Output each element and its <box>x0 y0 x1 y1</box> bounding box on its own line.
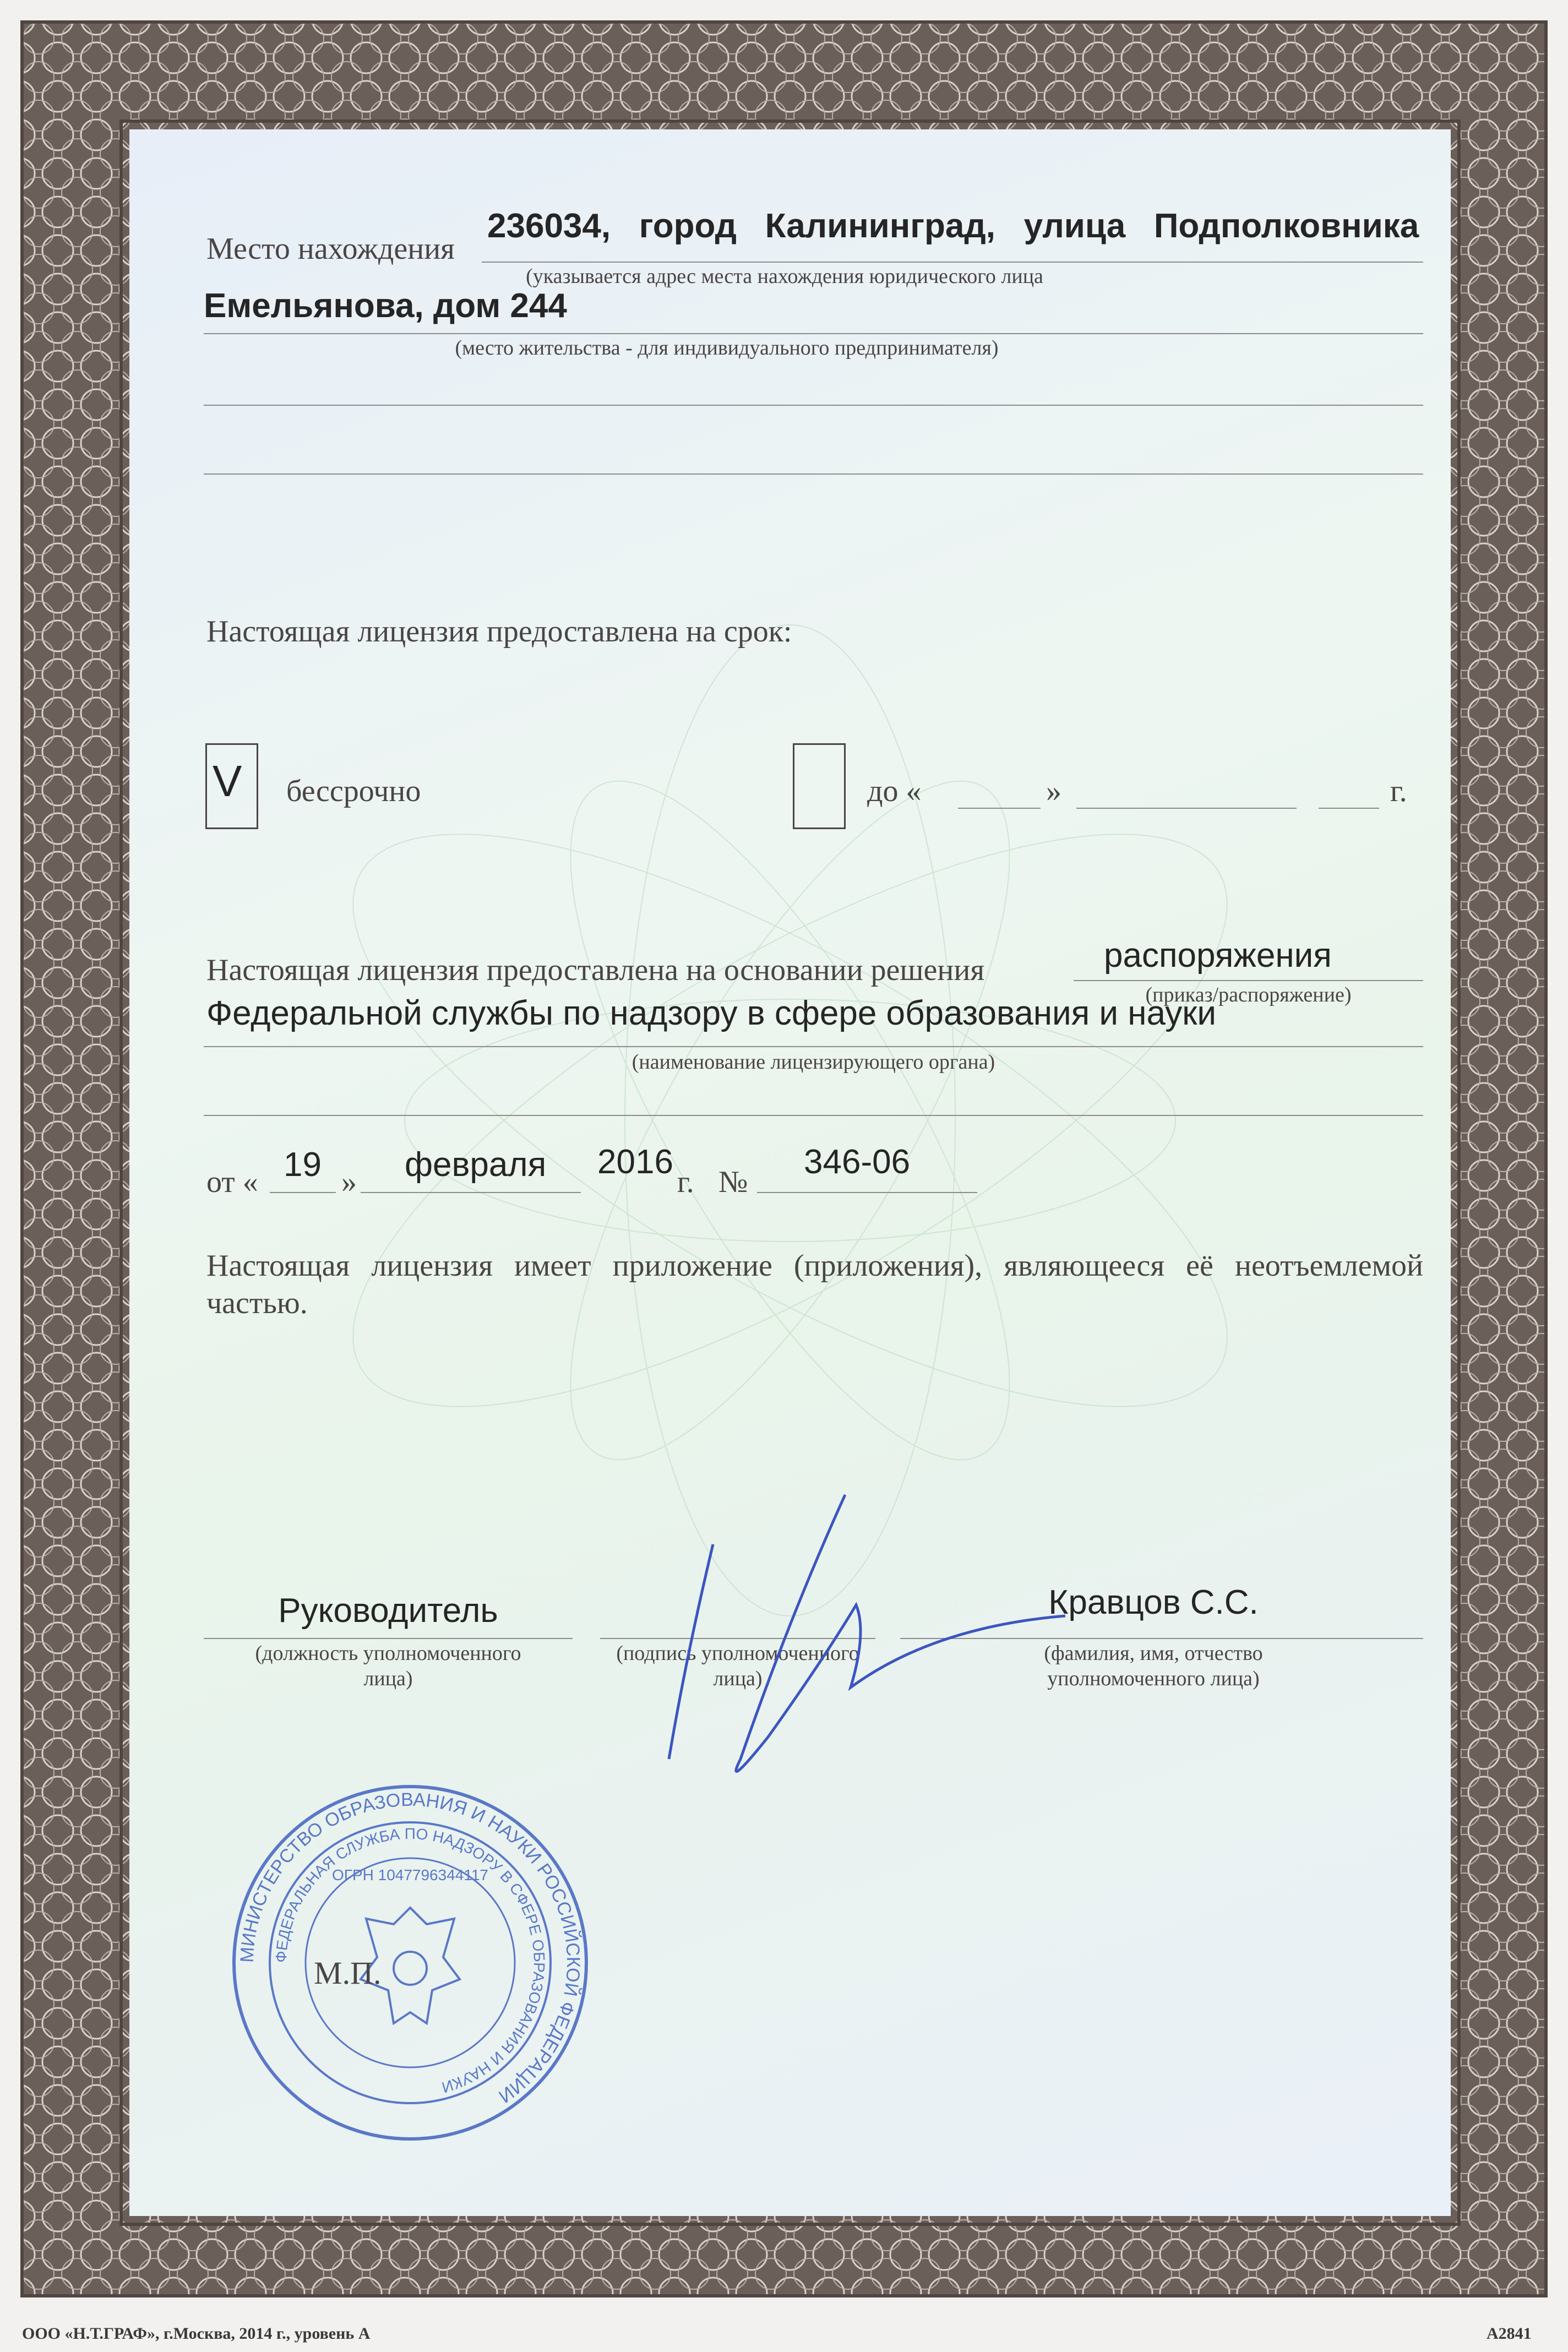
decision-caption: (приказ/распоряжение) <box>1145 983 1352 1006</box>
check-mark: V <box>213 756 242 805</box>
date-quote-close: » <box>341 1165 357 1199</box>
date-year-suffix: г. <box>677 1165 694 1199</box>
seal-inner-text: ФЕДЕРАЛЬНАЯ СЛУЖБА ПО НАДЗОРУ В СФЕРЕ ОБРАЗОВАНИЯ И НАУКИ <box>272 1825 548 2097</box>
date-day: 19 <box>284 1146 322 1184</box>
handwritten-signature <box>625 1451 1120 1891</box>
address-caption-2: (место жительства - для индивидуального предпринимателя) <box>455 336 999 360</box>
date-year: 2016 <box>597 1143 673 1181</box>
seal-ogrn: ОГРН 1047796344117 <box>332 1866 488 1883</box>
mp-label: М.П. <box>314 1955 382 1991</box>
authority-caption: (наименование лицензирующего органа) <box>631 1050 995 1074</box>
form-code: A2841 <box>1487 2324 1532 2343</box>
printer-info: ООО «Н.Т.ГРАФ», г.Москва, 2014 г., уровень А <box>22 2324 371 2343</box>
until-quote-close: » <box>1046 774 1061 808</box>
address-line-1: 236034, город Калининград, улица Подполковника <box>487 207 1419 245</box>
annex-text: Настоящая лицензия имеет приложение (приложения), являющееся её неотъемлемой частью. <box>206 1249 1423 1320</box>
signatory-position: Руководитель <box>278 1592 498 1630</box>
decision-number: 346-06 <box>804 1143 911 1181</box>
decision-type: распоряжения <box>1104 937 1332 974</box>
official-seal <box>228 1781 592 2144</box>
indefinite-checkbox <box>205 743 258 829</box>
address-label: Место нахождения <box>206 232 455 266</box>
until-prefix: до « <box>867 774 922 808</box>
indefinite-label: бессрочно <box>286 774 421 808</box>
date-month: февраля <box>405 1146 547 1184</box>
basis-text: Настоящая лицензия предоставлена на основании решения <box>206 953 985 987</box>
signature-caption: (подпись уполномоченного лица) <box>616 1642 859 1690</box>
term-heading: Настоящая лицензия предоставлена на срок: <box>206 614 792 649</box>
seal-outer-text: МИНИСТЕРСТВО ОБРАЗОВАНИЯ И НАУКИ РОССИЙСКОЙ ФЕДЕРАЦИИ <box>236 1789 584 2107</box>
position-caption: (должность уполномоченного лица) <box>255 1642 521 1690</box>
until-year-suffix: г. <box>1390 774 1407 808</box>
signatory-name: Кравцов С.С. <box>1048 1583 1259 1621</box>
document-sheet <box>129 129 1451 2216</box>
authority-name: Федеральной службы по надзору в сфере образования и науки <box>206 994 1217 1032</box>
address-line-2: Емельянова, дом 244 <box>204 287 567 325</box>
until-checkbox <box>793 743 846 829</box>
address-caption-1: (указывается адрес места нахождения юридического лица <box>526 265 1043 288</box>
number-label: № <box>718 1165 748 1199</box>
name-caption: (фамилия, имя, отчество уполномоченного лица) <box>1044 1642 1263 1690</box>
date-prefix: от « <box>206 1165 258 1199</box>
